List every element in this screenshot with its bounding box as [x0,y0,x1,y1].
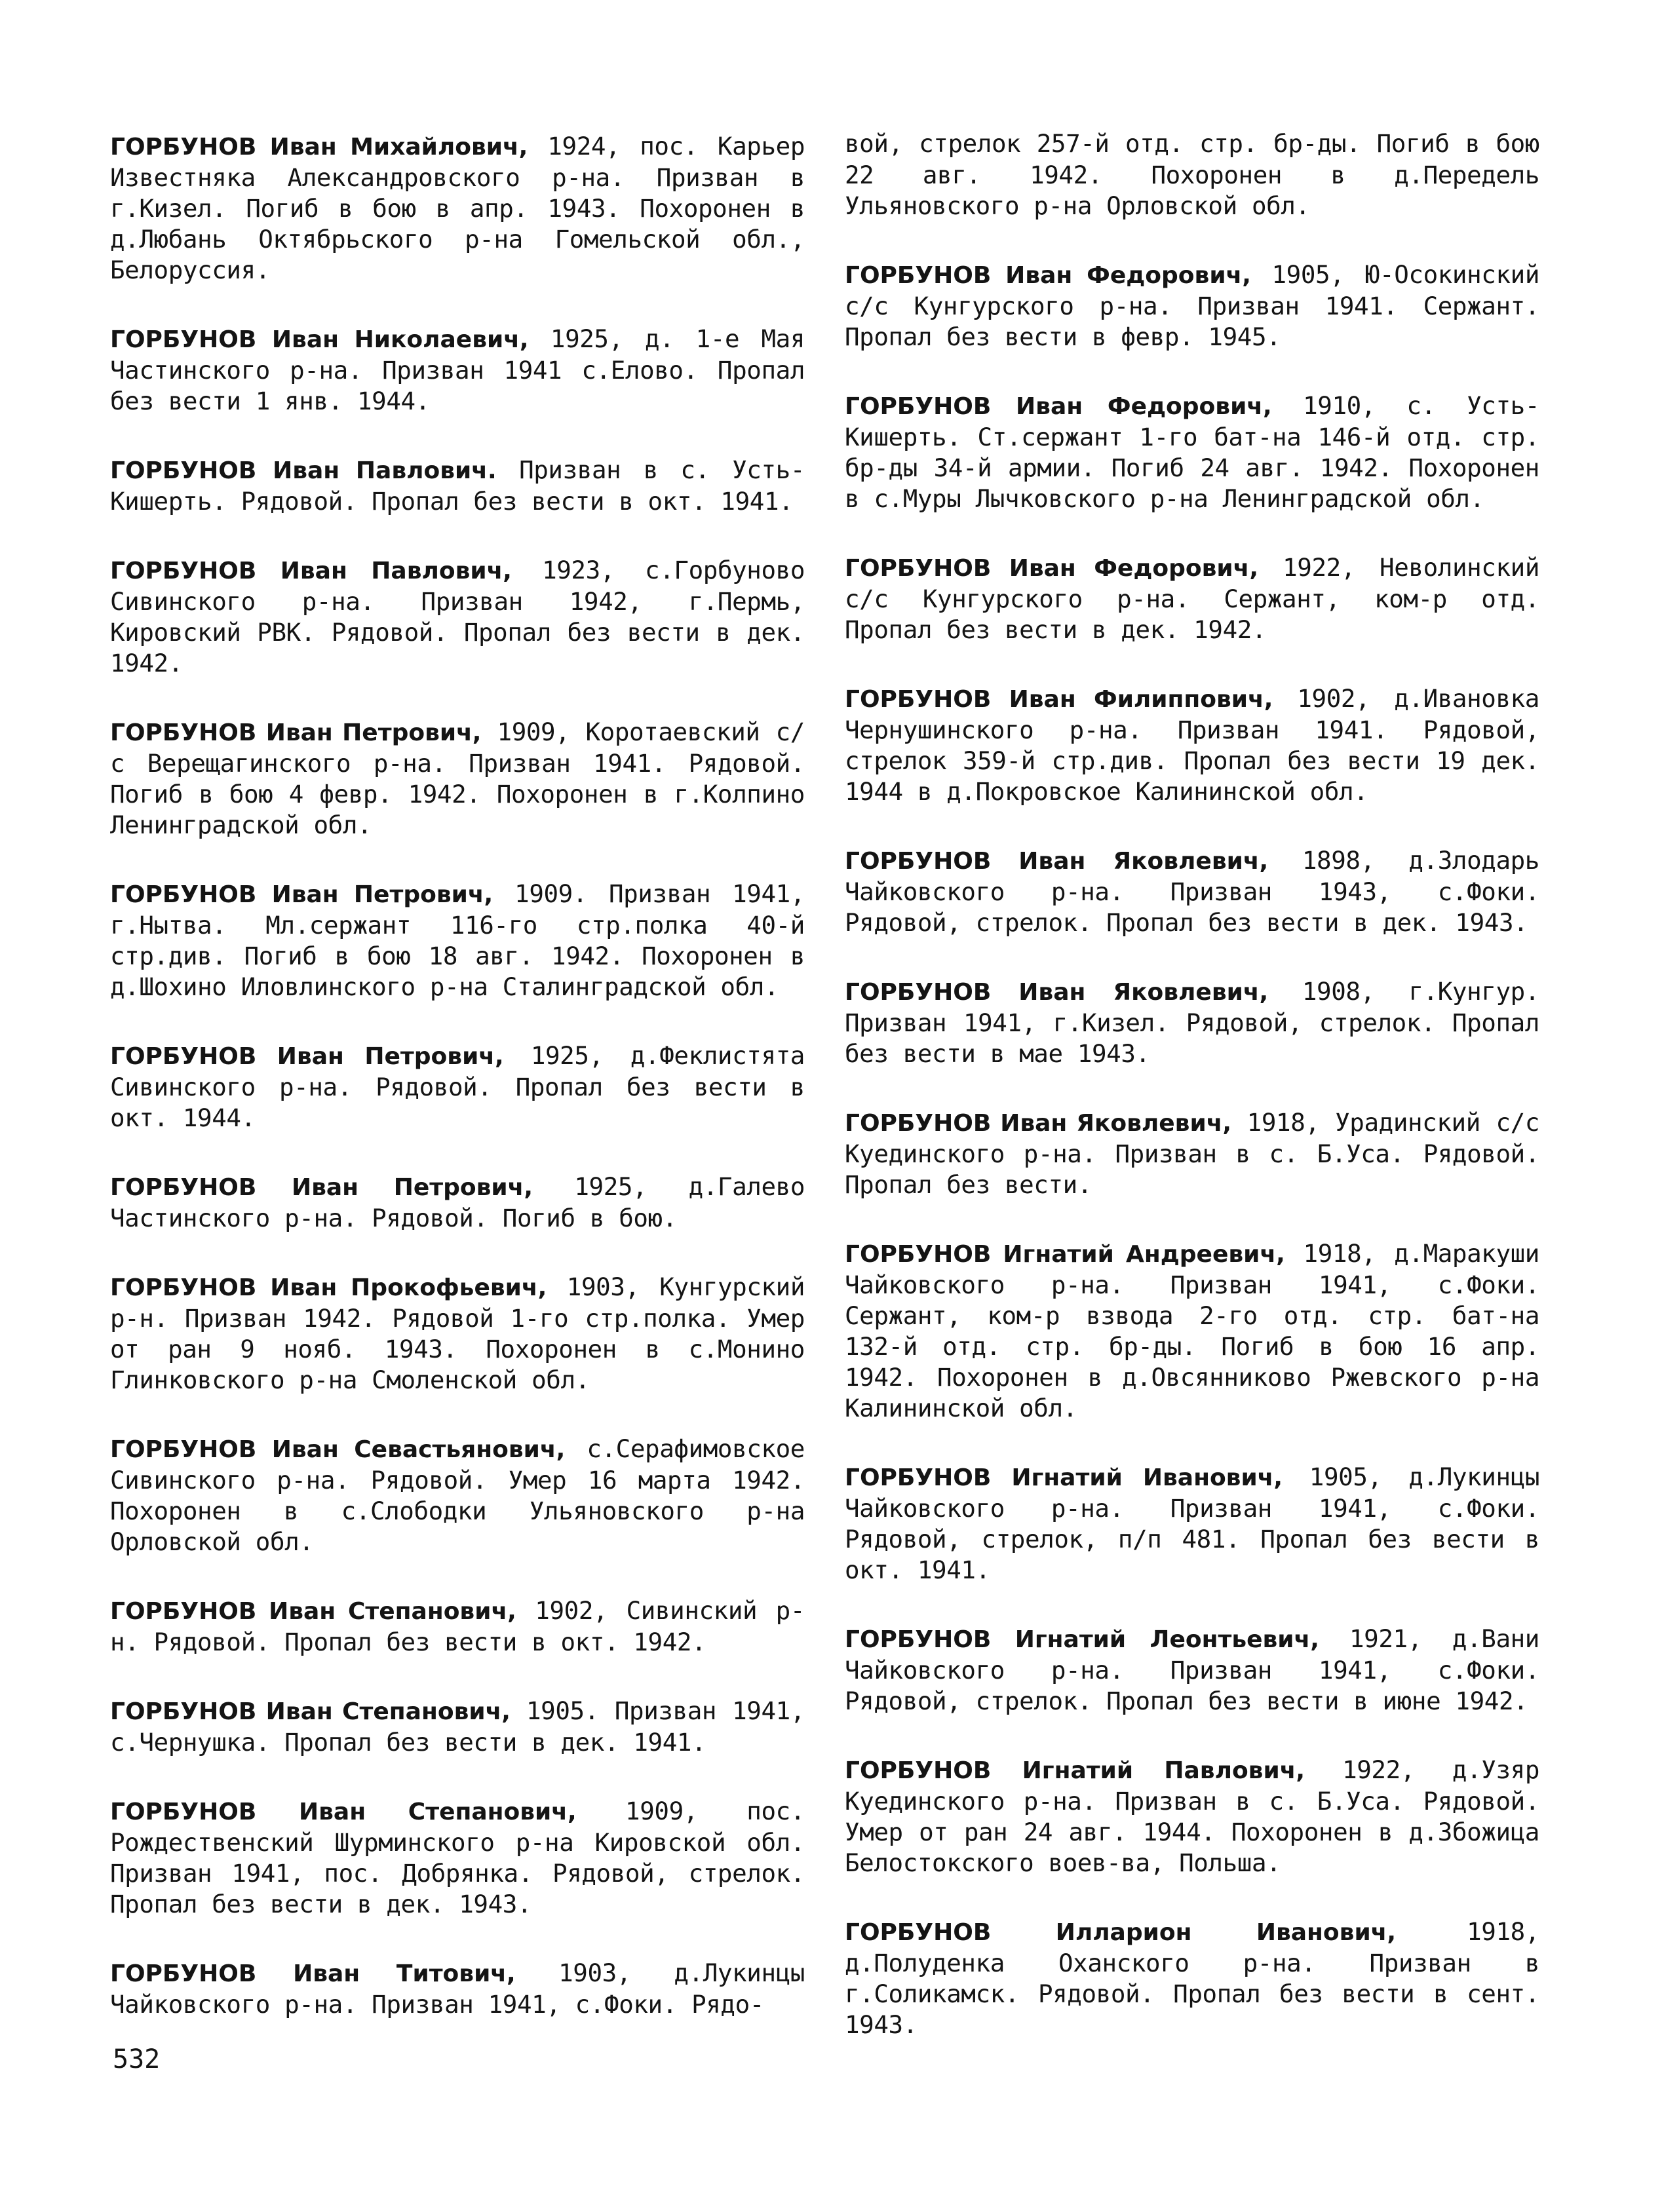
biography-entry [110,1272,805,1396]
biography-entry [845,259,1539,353]
page-number: 532 [113,2044,161,2074]
entry-name: ГОРБУНОВ Иван Степанович, [110,1598,516,1625]
entry-text: Призван в с. Усть-Кишерть. Рядовой. Пропал без вести в окт. 1941. [110,455,805,516]
entry-name: ГОРБУНОВ Иван Федорович, [845,555,1259,582]
entry-text: 1909, пос. Рождественский Шурминского р-на Кировской обл. Призван 1941, пос. Добрянка. Рядовой, стрелок. Пропал без вести в дек. 1943. [110,1797,805,1918]
entry-text: 1922, д.Узяр Куединского р-на. Призван в с. Б.Уса. Рядовой. Умер от ран 24 авг. 1944. Похоронен в д.Збожица Белостокского воев-ва, Польша. [845,1755,1539,1877]
entry-name: ГОРБУНОВ Иван Павлович. [110,457,497,484]
entry-text: 1902, д.Ивановка Чернушинского р-на. Призван 1941. Рядовой, стрелок 359-й стр.див. Пропал без вести 19 дек. 1944 в д.Покровское Калининской обл. [845,684,1539,806]
entry-text: 1908, г.Кунгур. Призван 1941, г.Кизел. Рядовой, стрелок. Пропал без вести в мае 1943. [845,977,1539,1068]
entry-name: ГОРБУНОВ Иван Николаевич, [110,326,529,353]
biography-entry [845,683,1539,807]
entry-name: ГОРБУНОВ Иван Севастьянович, [110,1436,566,1463]
entry-name: ГОРБУНОВ Иван Павлович, [110,558,512,584]
entry-name: ГОРБУНОВ Иван Петрович, [110,1174,533,1201]
entry-name: ГОРБУНОВ Игнатий Павлович, [845,1757,1305,1784]
biography-entry [110,1595,805,1658]
entry-name: ГОРБУНОВ Иван Петрович, [110,719,482,746]
entry-name: ГОРБУНОВ Иван Михайлович, [110,134,528,161]
entry-name: ГОРБУНОВ Игнатий Леонтьевич, [845,1626,1319,1653]
entry-name: ГОРБУНОВ Илларион Иванович, [845,1919,1397,1946]
biography-entry [110,455,805,517]
biography-entry [845,391,1539,514]
entry-name: ГОРБУНОВ Иван Титович, [110,1960,516,1987]
entry-name: ГОРБУНОВ Иван Прокофьевич, [110,1274,547,1301]
entry-name: ГОРБУНОВ Иван Яковлевич, [845,1110,1232,1137]
entry-text: 1905. Призван 1941, с.Чернушка. Пропал без вести в дек. 1941. [110,1696,805,1757]
biography-entry [110,879,805,1002]
entry-text: 1910, с. Усть-Кишерть. Ст.сержант 1-го бат-на 146-й отд. стр. бр-ды 34-й армии. Погиб 24 авг. 1942. Похоронен в с.Муры Лычковского р-на Ленинградской обл. [845,391,1540,513]
entry-text: 1921, д.Вани Чайковского р-на. Призван 1941, с.Фоки. Рядовой, стрелок. Пропал без вести в июне 1942. [845,1624,1539,1715]
biography-entry [845,128,1539,221]
entry-name: ГОРБУНОВ Иван Федорович, [845,393,1272,420]
right-column [845,128,1539,2078]
biography-entry [845,1624,1539,1717]
entry-text: 1918, д.Маракуши Чайковского р-на. Призван 1941, с.Фоки. Сержант, ком-р взвода 2-го отд. стр. бат-на 132-й отд. стр. бр-ды. Погиб в бою 16 апр. 1942. Похоронен в д.Овсянниково Ржевского р-на Калининской обл. [845,1239,1539,1422]
biography-entry [110,555,805,679]
entry-name: ГОРБУНОВ Иван Федорович, [845,262,1251,289]
biography-entry [845,1238,1539,1424]
biography-entry [110,717,805,841]
entry-text: 1909, Коротаевский с/с Верещагинского р-на. Призван 1941. Рядовой. Погиб в бою 4 февр. 1942. Похоронен в г.Колпино Ленинградской обл. [110,717,805,839]
entry-name: ГОРБУНОВ Иван Степанович, [110,1799,577,1825]
biography-entry [110,1958,805,2020]
entry-text: с.Серафимовское Сивинского р-на. Рядовой. Умер 16 марта 1942. Похоронен в с.Слободки Ульяновского р-на Орловской обл. [110,1434,805,1556]
entry-text: 1918, Урадинский с/с Куединского р-на. Призван в с. Б.Уса. Рядовой. Пропал без вести. [845,1108,1539,1199]
entry-text: 1925, д.Галево Частинского р-на. Рядовой. Погиб в бою. [110,1172,805,1232]
entry-text: 1903, д.Лукинцы Чайковского р-на. Призван 1941, с.Фоки. Рядо- [110,1958,805,2019]
entry-name: ГОРБУНОВ Игнатий Иванович, [845,1464,1283,1491]
entry-text: 1922, Неволинский с/с Кунгурского р-на. Сержант, ком-р отд. Пропал без вести в дек. 1942. [845,553,1540,644]
entry-name: ГОРБУНОВ Иван Филиппович, [845,686,1273,713]
biography-entry [845,1462,1539,1586]
left-column [110,131,805,2058]
entry-text: 1905, д.Лукинцы Чайковского р-на. Призван 1941, с.Фоки. Рядовой, стрелок, п/п 481. Пропал без вести в окт. 1941. [845,1462,1539,1584]
entry-name: ГОРБУНОВ Иван Яковлевич, [845,848,1269,875]
entry-text: 1924, пос. Карьер Известняка Александровского р-на. Призван в г.Кизел. Погиб в бою в апр. 1943. Похоронен в д.Любань Октябрьского р-на Гомельской обл., Белоруссия. [110,132,805,284]
biography-entry [110,1696,805,1758]
entry-name: ГОРБУНОВ Иван Петрович, [110,1043,504,1070]
biography-entry [110,1040,805,1134]
entry-name: ГОРБУНОВ Иван Яковлевич, [845,979,1269,1006]
entry-text: вой, стрелок 257-й отд. стр. бр-ды. Погиб в бою 22 авг. 1942. Похоронен в д.Передель Ульяновского р-на Орловской обл. [845,129,1539,220]
entry-text: 1903, Кунгурский р-н. Призван 1942. Рядовой 1-го стр.полка. Умер от ран 9 нояб. 1943. Похоронен в с.Монино Глинковского р-на Смоленской обл. [110,1272,805,1394]
biography-entry [110,1434,805,1557]
biography-entry [110,1172,805,1234]
biography-entry [845,1755,1539,1878]
entry-text: 1898, д.Злодарь Чайковского р-на. Призван 1943, с.Фоки. Рядовой, стрелок. Пропал без вести в дек. 1943. [845,846,1539,937]
biography-entry [845,1916,1539,2040]
biography-entry [845,845,1539,938]
biography-entry [845,1107,1539,1200]
biography-entry [845,976,1539,1069]
entry-name: ГОРБУНОВ Иван Степанович, [110,1698,511,1725]
entry-text: 1909. Призван 1941, г.Нытва. Мл.сержант 116-го стр.полка 40-й стр.див. Погиб в бою 18 авг. 1942. Похоронен в д.Шохино Иловлинского р-на Сталинградской обл. [110,879,805,1001]
entry-name: ГОРБУНОВ Иван Петрович, [110,881,493,908]
entry-text: 1923, с.Горбуново Сивинского р-на. Призван 1942, г.Пермь, Кировский РВК. Рядовой. Пропал без вести в дек. 1942. [110,556,805,677]
entry-text: 1925, д. 1-е Мая Частинского р-на. Призван 1941 с.Елово. Пропал без вести 1 янв. 1944. [110,324,805,415]
entry-name: ГОРБУНОВ Игнатий Андреевич, [845,1241,1285,1268]
biography-entry [110,324,805,417]
entry-text: 1902, Сивинский р-н. Рядовой. Пропал без вести в окт. 1942. [110,1596,805,1656]
biography-entry [845,552,1539,645]
entry-text: 1925, д.Феклистята Сивинского р-на. Рядовой. Пропал без вести в окт. 1944. [110,1041,805,1132]
entry-text: 1905, Ю-Осокинский с/с Кунгурского р-на. Призван 1941. Сержант. Пропал без вести в февр. 1945. [845,260,1539,351]
entry-text: 1918, д.Полуденка Оханского р-на. Призван в г.Соликамск. Рядовой. Пропал без вести в сент. 1943. [845,1917,1539,2039]
biography-entry [110,131,805,286]
biography-entry [110,1796,805,1920]
